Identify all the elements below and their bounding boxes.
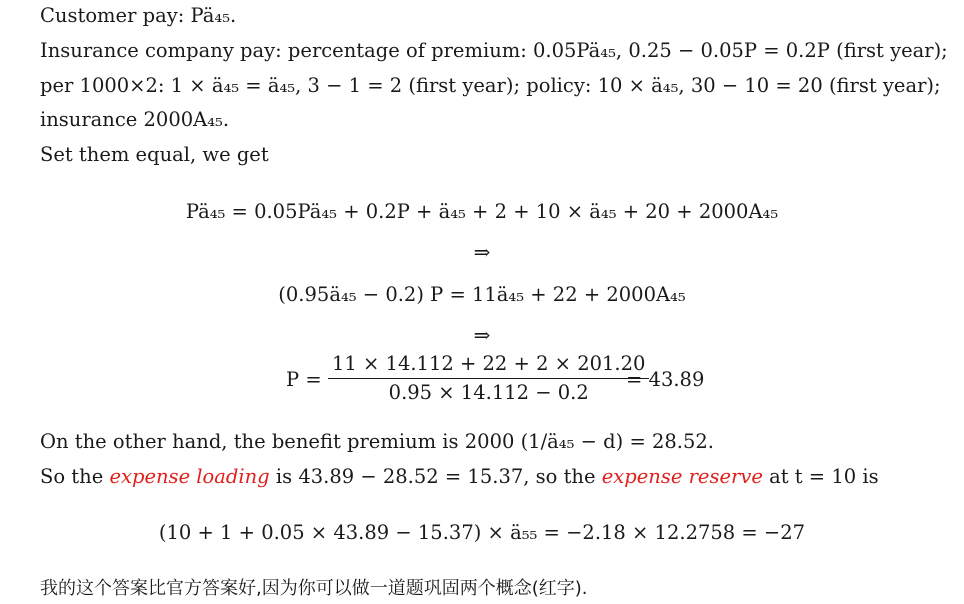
expense-line-middle: is 43.89 − 28.52 = 15.37, so the <box>269 465 602 488</box>
equation-2: (0.95ä₄₅ − 0.2) P = 11ä₄₅ + 22 + 2000A₄₅ <box>278 283 686 306</box>
fraction <box>328 352 649 405</box>
expense-loading-term: expense loading <box>109 465 270 488</box>
fraction-numerator: 11 × 14.112 + 22 + 2 × 201.20 <box>328 352 649 379</box>
expense-line-prefix: So the <box>40 465 110 488</box>
paragraph-line-2: Insurance company pay: percentage of premium: 0.05Pä₄₅, 0.25 − 0.05P = 0.2P (first year); <box>40 39 948 62</box>
benefit-premium-line: On the other hand, the benefit premium is 2000 (1/ä₄₅ − d) = 28.52. <box>40 430 715 453</box>
expense-line <box>40 465 879 489</box>
fraction-lhs: P = <box>286 368 322 391</box>
equation-1: Pä₄₅ = 0.05Pä₄₅ + 0.2P + ä₄₅ + 2 + 10 × ä₄₅ + 20 + 2000A₄₅ <box>185 200 779 223</box>
expense-reserve-term: expense reserve <box>601 465 763 488</box>
paragraph-line-1: Customer pay: Pä₄₅. <box>40 4 237 27</box>
reserve-equation: (10 + 1 + 0.05 × 43.89 − 15.37) × ä₅₅ = −2.18 × 12.2758 = −27 <box>158 521 806 544</box>
paragraph-line-4: insurance 2000A₄₅. <box>40 108 230 131</box>
implies-arrow-1: ⇒ <box>473 240 491 264</box>
paragraph-line-3: per 1000×2: 1 × ä₄₅ = ä₄₅, 3 − 1 = 2 (first year); policy: 10 × ä₄₅, 30 − 10 = 20 (first year); <box>40 74 941 97</box>
expense-line-suffix: at t = 10 is <box>762 465 879 488</box>
footnote: 我的这个答案比官方答案好,因为你可以做一道题巩固两个概念(红字). <box>40 578 588 599</box>
fraction-denominator: 0.95 × 14.112 − 0.2 <box>388 381 589 404</box>
fraction-rhs: = 43.89 <box>626 368 705 391</box>
paragraph-line-5: Set them equal, we get <box>40 143 269 166</box>
implies-arrow-2: ⇒ <box>473 323 491 347</box>
